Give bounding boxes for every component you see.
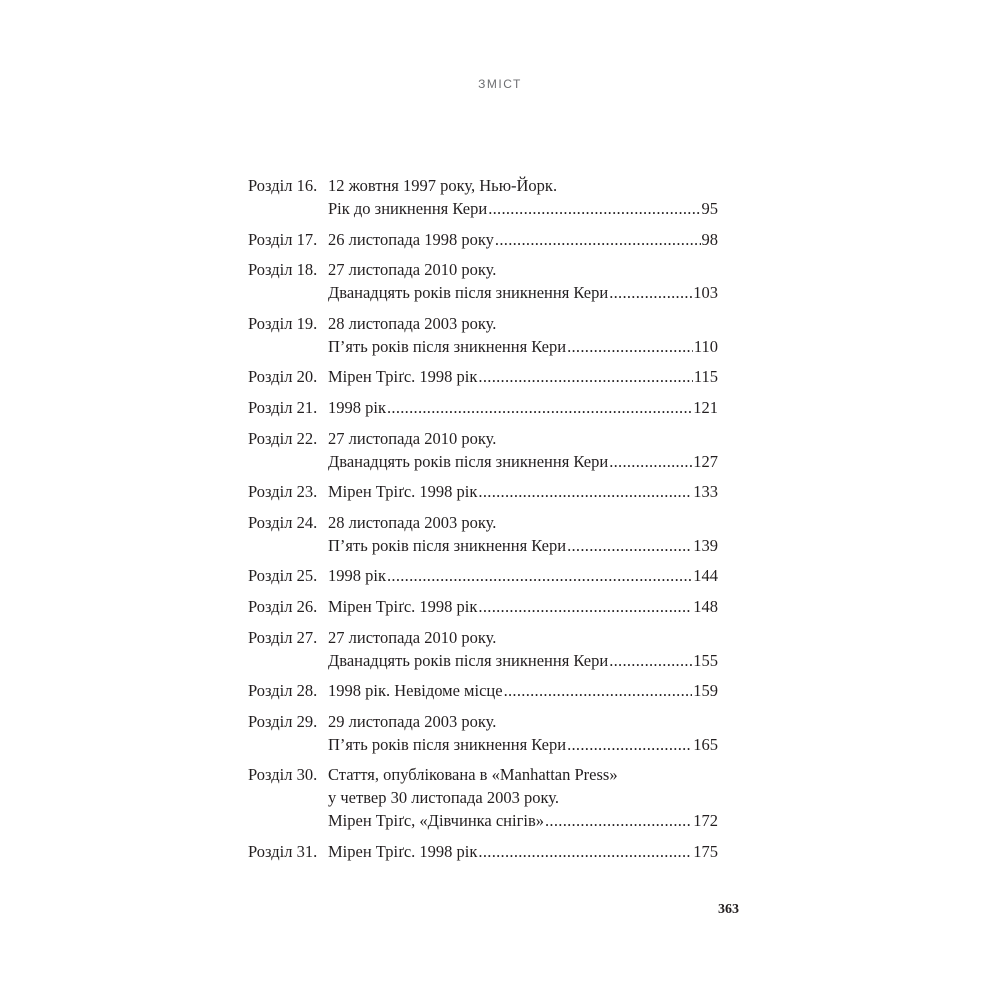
dot-leader xyxy=(478,480,692,503)
chapter-title-text: Дванадцять років після зникнення Кери xyxy=(328,283,609,303)
toc-entry xyxy=(248,228,718,251)
chapter-title-block xyxy=(328,840,718,863)
chapter-page-number: 127 xyxy=(693,451,718,471)
dot-leader xyxy=(478,840,692,863)
chapter-label: Розділ 27. xyxy=(248,627,318,647)
toc-entry xyxy=(248,679,718,702)
chapter-title-line xyxy=(328,228,718,251)
chapter-page-number: 148 xyxy=(693,596,718,616)
chapter-title-text: Мірен Тріґс. 1998 рік xyxy=(328,596,478,616)
chapter-title-line xyxy=(328,786,718,809)
chapter-label: Розділ 20. xyxy=(248,367,318,387)
chapter-label: Розділ 29. xyxy=(248,711,318,731)
chapter-title-line xyxy=(328,534,718,557)
page-number: 363 xyxy=(718,902,739,917)
chapter-title-line xyxy=(328,595,718,618)
chapter-label: Розділ 21. xyxy=(248,397,318,417)
chapter-title-text: у четвер 30 листопада 2003 року. xyxy=(328,788,559,808)
chapter-title-line xyxy=(328,840,718,863)
chapter-title-line xyxy=(328,427,718,450)
dot-leader xyxy=(609,649,692,672)
chapter-label: Розділ 28. xyxy=(248,681,318,701)
chapter-label: Розділ 16. xyxy=(248,176,318,195)
dot-leader xyxy=(567,534,692,557)
chapter-title-line xyxy=(328,480,718,503)
chapter-label: Розділ 24. xyxy=(248,512,318,532)
running-header: ЗМІСТ xyxy=(478,77,522,91)
chapter-title-block xyxy=(328,365,718,388)
chapter-label: Розділ 31. xyxy=(248,841,318,861)
chapter-title-block xyxy=(328,595,718,618)
chapter-title-text: Мірен Тріґс. 1998 рік xyxy=(328,482,478,502)
chapter-title-text: Мірен Тріґс, «Дівчинка снігів» xyxy=(328,811,544,831)
chapter-page-number: 110 xyxy=(693,336,718,356)
chapter-title-text: П’ять років після зникнення Кери xyxy=(328,734,567,754)
chapter-title-line xyxy=(328,450,718,473)
chapter-title-text: 28 листопада 2003 року. xyxy=(328,512,497,532)
chapter-label: Розділ 25. xyxy=(248,566,318,586)
chapter-title-text: 27 листопада 2010 року. xyxy=(328,627,497,647)
toc-entry xyxy=(248,763,718,832)
chapter-title-line xyxy=(328,281,718,304)
chapter-title-text: 26 листопада 1998 року xyxy=(328,229,494,249)
chapter-title-block xyxy=(328,710,718,756)
chapter-title-block xyxy=(328,258,718,304)
chapter-page-number: 121 xyxy=(693,397,718,417)
chapter-page-number: 172 xyxy=(693,811,718,831)
toc-entry xyxy=(248,626,718,672)
chapter-title-block xyxy=(328,427,718,473)
chapter-page-number: 139 xyxy=(693,535,718,555)
chapter-title-block xyxy=(328,626,718,672)
chapter-title-text: П’ять років після зникнення Кери xyxy=(328,336,567,356)
chapter-title-text: 1998 рік xyxy=(328,566,386,586)
chapter-title-block xyxy=(328,480,718,503)
dot-leader xyxy=(387,396,692,419)
chapter-label: Розділ 22. xyxy=(248,428,318,448)
chapter-title-line xyxy=(328,396,718,419)
chapter-title-line xyxy=(328,679,718,702)
chapter-label: Розділ 19. xyxy=(248,313,318,333)
dot-leader xyxy=(504,679,693,702)
chapter-label: Розділ 30. xyxy=(248,765,318,785)
toc-entry xyxy=(248,564,718,587)
toc-entry xyxy=(248,595,718,618)
chapter-label: Розділ 23. xyxy=(248,482,318,502)
dot-leader xyxy=(609,450,692,473)
chapter-page-number: 175 xyxy=(693,841,718,861)
chapter-title-block xyxy=(328,679,718,702)
chapter-label: Розділ 17. xyxy=(248,229,318,249)
chapter-title-line xyxy=(328,809,718,832)
dot-leader xyxy=(478,365,692,388)
dot-leader xyxy=(387,564,692,587)
dot-leader xyxy=(567,733,692,756)
chapter-title-line xyxy=(328,365,718,388)
chapter-title-line xyxy=(328,564,718,587)
chapter-page-number: 95 xyxy=(701,199,718,218)
chapter-title-text: Рік до зникнення Кери xyxy=(328,199,488,218)
chapter-title-line xyxy=(328,174,718,197)
chapter-title-text: 27 листопада 2010 року. xyxy=(328,260,497,280)
chapter-page-number: 103 xyxy=(693,283,718,303)
chapter-title-line xyxy=(328,197,718,220)
toc-entry xyxy=(248,312,718,358)
chapter-title-block xyxy=(328,174,718,220)
chapter-title-text: Мірен Тріґс. 1998 рік xyxy=(328,841,478,861)
chapter-title-text: 29 листопада 2003 року. xyxy=(328,711,497,731)
dot-leader xyxy=(567,335,693,358)
chapter-title-line xyxy=(328,626,718,649)
dot-leader xyxy=(478,595,692,618)
toc-entry xyxy=(248,258,718,304)
chapter-title-text: Стаття, опублікована в «Manhattan Press» xyxy=(328,765,618,785)
chapter-title-line xyxy=(328,763,718,786)
chapter-label: Розділ 18. xyxy=(248,260,318,280)
chapter-title-line xyxy=(328,710,718,733)
chapter-title-line xyxy=(328,733,718,756)
chapter-title-block xyxy=(328,228,718,251)
chapter-title-text: 1998 рік. Невідоме місце xyxy=(328,681,503,701)
chapter-page-number: 165 xyxy=(693,734,718,754)
chapter-title-block xyxy=(328,564,718,587)
chapter-title-text: Дванадцять років після зникнення Кери xyxy=(328,650,609,670)
chapter-title-text: 27 листопада 2010 року. xyxy=(328,428,497,448)
chapter-title-text: 12 жовтня 1997 року, Нью-Йорк. xyxy=(328,176,558,195)
chapter-title-text: Мірен Тріґс. 1998 рік xyxy=(328,367,478,387)
chapter-title-text: Дванадцять років після зникнення Кери xyxy=(328,451,609,471)
chapter-title-line xyxy=(328,511,718,534)
chapter-label: Розділ 26. xyxy=(248,596,318,616)
chapter-title-text: 1998 рік xyxy=(328,397,386,417)
chapter-title-line xyxy=(328,335,718,358)
chapter-page-number: 133 xyxy=(693,482,718,502)
toc-entry xyxy=(248,365,718,388)
dot-leader xyxy=(495,228,701,251)
toc-entry xyxy=(248,840,718,863)
chapter-title-line xyxy=(328,258,718,281)
chapter-title-block xyxy=(328,312,718,358)
toc-entry xyxy=(248,480,718,503)
chapter-page-number: 144 xyxy=(693,566,718,586)
dot-leader xyxy=(609,281,692,304)
chapter-title-line xyxy=(328,312,718,335)
toc-entry xyxy=(248,511,718,557)
chapter-title-block xyxy=(328,511,718,557)
toc-entry xyxy=(248,396,718,419)
chapter-title-line xyxy=(328,649,718,672)
toc-entry xyxy=(248,427,718,473)
chapter-title-text: П’ять років після зникнення Кери xyxy=(328,535,567,555)
chapter-title-text: 28 листопада 2003 року. xyxy=(328,313,497,333)
table-of-contents xyxy=(248,174,718,871)
chapter-page-number: 155 xyxy=(693,650,718,670)
dot-leader xyxy=(488,197,700,220)
chapter-page-number: 115 xyxy=(693,367,718,387)
chapter-page-number: 98 xyxy=(701,229,718,249)
chapter-title-block xyxy=(328,763,718,832)
chapter-title-block xyxy=(328,396,718,419)
toc-entry xyxy=(248,710,718,756)
chapter-page-number: 159 xyxy=(693,681,718,701)
toc-entry xyxy=(248,174,718,220)
dot-leader xyxy=(545,809,692,832)
